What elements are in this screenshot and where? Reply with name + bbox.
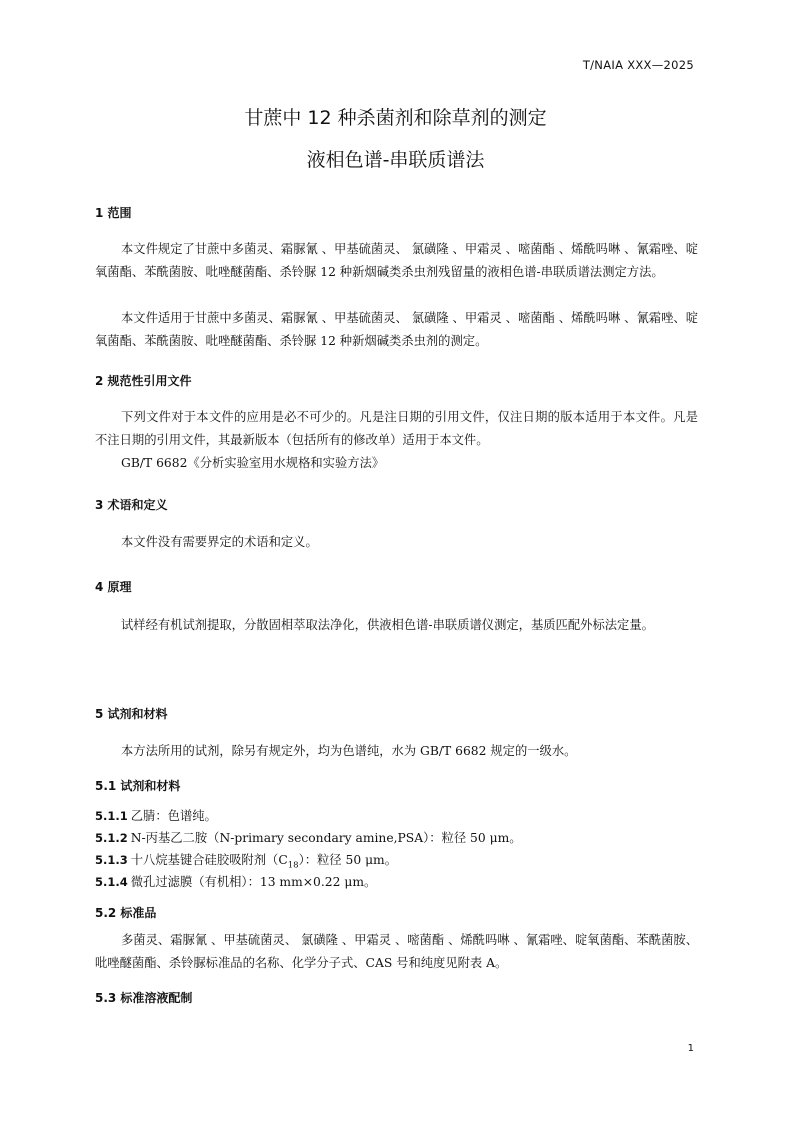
document-subtitle: 液相色谱-串联质谱法 [306,149,485,171]
section-heading-5-2: 5.2 标准品 [95,906,157,920]
reagent-item [95,872,376,890]
reagent-item [95,828,522,846]
document-title: 甘蔗中 12 种杀菌剂和除草剂的测定 [244,107,547,129]
section-heading-3: 3 术语和定义 [95,498,168,512]
reagent-item-text: 微孔过滤膜（有机相）：13 mm×0.22 μm。 [130,875,377,889]
section-2-paragraph-1: 下列文件对于本文件的应用是必不可少的。凡是注日期的引用文件，仅注日期的版本适用于本文件。凡是不注日期的引用文件，其最新版本（包括所有的修改单）适用于本文件。 [95,410,698,447]
section-1-paragraph-1: 本文件规定了甘蔗中多菌灵、霜脲氰 、甲基硫菌灵、 氯磺隆 、甲霜灵 、嘧菌酯 、烯酰吗啉 、氰霜唑、啶氧菌酯、苯酰菌胺、吡唑醚菌酯、杀铃脲 12 种新烟碱类杀虫剂残留量的液相色谱-串联质谱法测定方法。 [95,242,698,279]
reagent-item-subscript: 18 [287,860,299,871]
section-5-2-paragraph: 多菌灵、霜脲氰 、甲基硫菌灵、 氯磺隆 、甲霜灵 、嘧菌酯 、烯酰吗啉 、氰霜唑、啶氧菌酯、苯酰菌胺、吡唑醚菌酯、杀铃脲标准品的名称、化学分子式、CAS 号和纯度见附表 A。 [95,933,698,970]
section-heading-1: 1 范围 [95,206,132,220]
reagent-item-text: ）：粒径 50 μm。 [298,853,398,867]
reagent-item [95,850,397,870]
section-heading-5-3: 5.3 标准溶液配制 [95,991,193,1005]
section-heading-5-1: 5.1 试剂和材料 [95,779,181,793]
section-5-paragraph-1: 本方法所用的试剂，除另有规定外，均为色谱纯，水为 GB/T 6682 规定的一级水。 [121,744,577,758]
reagent-item-number: 5.1.2 [95,831,128,845]
page-number: 1 [687,1043,694,1054]
section-3-paragraph-1: 本文件没有需要界定的术语和定义。 [121,535,318,549]
reagent-item-number: 5.1.4 [95,875,128,889]
reagent-item-text: N-丙基乙二胺（N-primary secondary amine,PSA）：粒径 50 μm。 [130,831,522,845]
reagent-item [95,806,217,824]
reagent-item-text: 乙腈：色谱纯。 [130,809,217,823]
section-heading-2: 2 规范性引用文件 [95,374,192,388]
section-heading-4: 4 原理 [95,580,132,594]
document-id: T/NAIA XXX—2025 [582,58,694,72]
reagent-item-text: 十八烷基键合硅胶吸附剂（C [130,853,288,867]
reagent-item-number: 5.1.3 [95,853,128,867]
reagent-item-number: 5.1.1 [95,809,128,823]
section-4-paragraph-1: 试样经有机试剂提取，分散固相萃取法净化，供液相色谱-串联质谱仪测定，基质匹配外标法定量。 [121,618,654,632]
section-heading-5: 5 试剂和材料 [95,707,168,721]
section-2-reference: GB/T 6682《分析实验室用水规格和实验方法》 [121,456,385,470]
section-1-paragraph-2: 本文件适用于甘蔗中多菌灵、霜脲氰 、甲基硫菌灵、 氯磺隆 、甲霜灵 、嘧菌酯 、烯酰吗啉 、氰霜唑、啶氧菌酯、苯酰菌胺、吡唑醚菌酯、杀铃脲 12 种新烟碱类杀虫剂的测定。 [95,311,698,348]
